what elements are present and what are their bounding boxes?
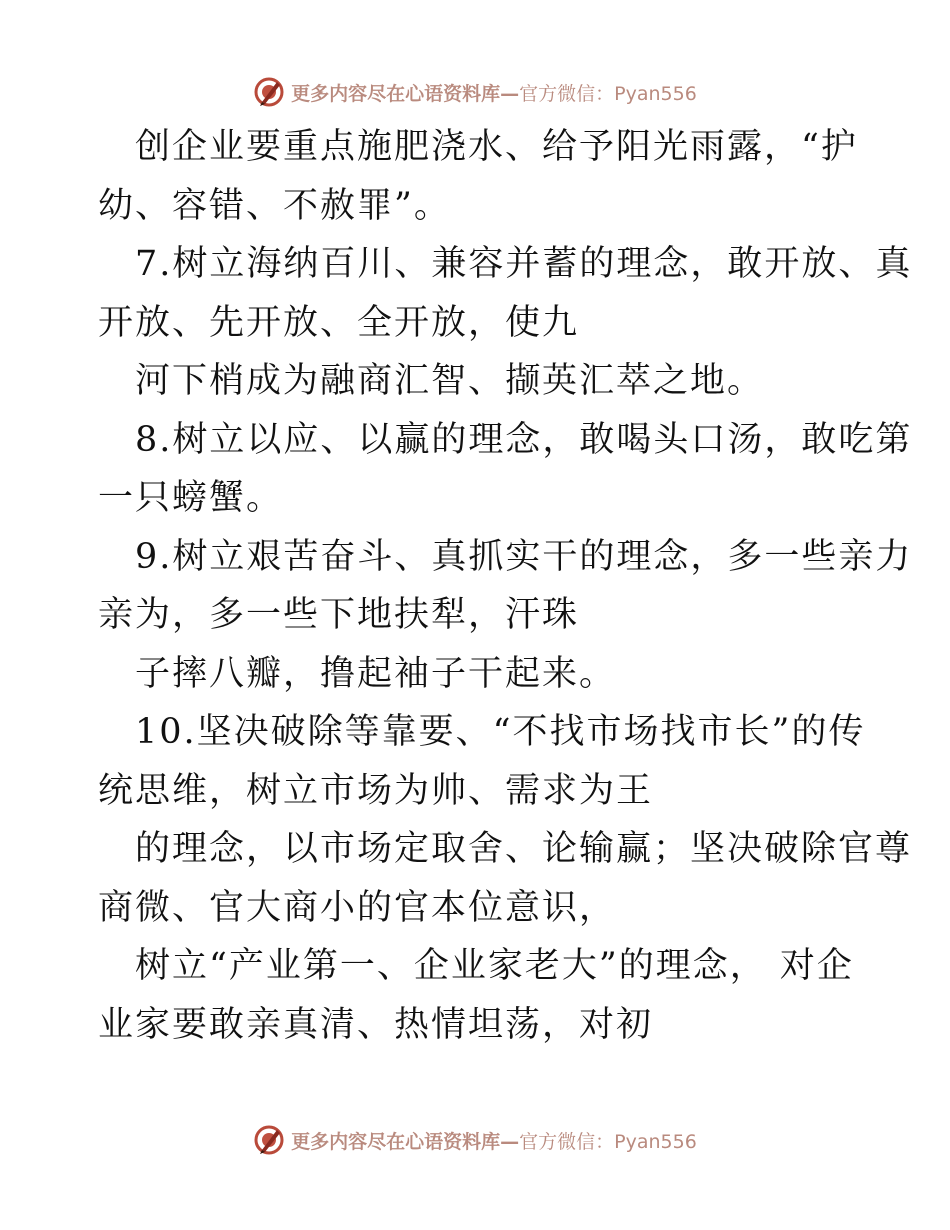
text-line: 创企业要重点施肥浇水、给予阳光雨露，“护 [135, 127, 858, 167]
text-line: 8.树立以应、以赢的理念，敢喝头口汤，敢吃第 [135, 419, 913, 460]
red-pen-circle-icon [253, 76, 285, 108]
text-line: 统思维，树立市场为帅、需求为王 [98, 770, 654, 811]
header-banner-text [291, 79, 697, 106]
header-banner [0, 72, 950, 112]
text-line: 亲为，多一些下地扶犁，汗珠 [98, 595, 580, 635]
text-line: 7.树立海纳百川、兼容并蓄的理念，敢开放、真 [135, 244, 913, 284]
text-line: 子摔八瓣，撸起袖子干起来。 [135, 653, 617, 694]
header-banner-title: 更多内容尽在心语资料库— [291, 82, 520, 105]
text-line: 开放、先开放、全开放，使九 [98, 302, 580, 343]
red-pen-circle-icon [253, 1124, 285, 1156]
header-banner-wechat: 官方微信：Pyan556 [519, 82, 697, 105]
text-line: 的理念，以市场定取舍、论输赢；坚决破除官尊 [135, 829, 913, 869]
text-line: 10.坚决破除等靠要、“不找市场找市长”的传 [135, 712, 866, 752]
text-line: 树立“产业第一、企业家老大”的理念， 对企 [135, 946, 854, 986]
document-body [98, 118, 913, 1054]
text-line: 9.树立艰苦奋斗、真抓实干的理念，多一些亲力 [135, 536, 913, 577]
text-line: 一只螃蟹。 [98, 478, 284, 518]
text-line: 商微、官大商小的官本位意识， [98, 887, 617, 928]
footer-banner-wechat: 官方微信：Pyan556 [519, 1130, 697, 1153]
text-line: 幼、容错、不赦罪”。 [98, 185, 451, 226]
text-line: 河下梢成为融商汇智、撷英汇萃之地。 [135, 361, 765, 401]
footer-banner [0, 1120, 950, 1160]
footer-banner-title: 更多内容尽在心语资料库— [291, 1130, 520, 1153]
text-line: 业家要敢亲真清、热情坦荡，对初 [98, 1004, 654, 1045]
footer-banner-text [291, 1127, 697, 1154]
